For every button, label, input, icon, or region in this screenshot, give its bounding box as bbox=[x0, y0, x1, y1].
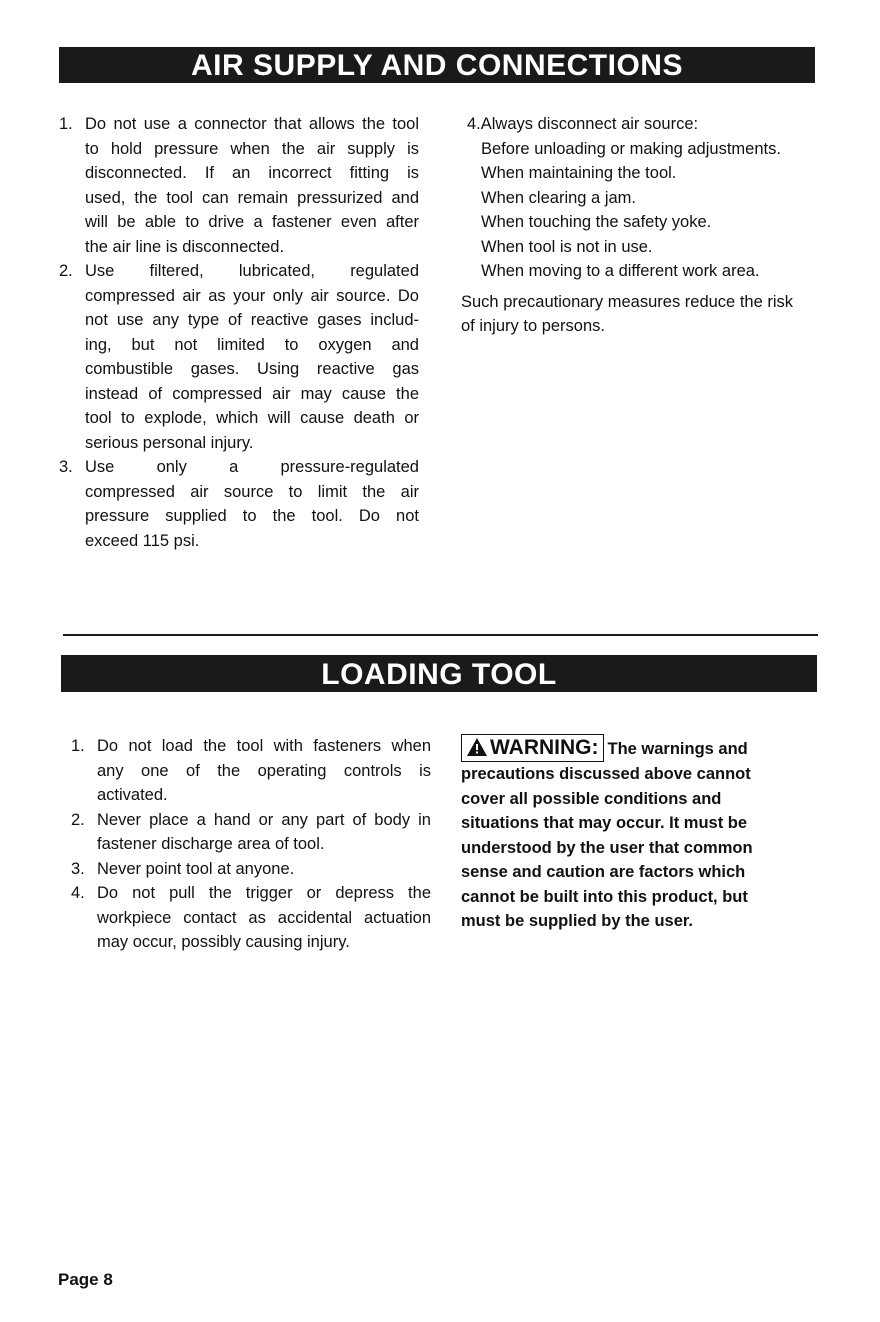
loading-tool-item-line: activated. bbox=[97, 786, 168, 804]
section-title-air-supply: AIR SUPPLY AND CONNECTIONS bbox=[59, 47, 815, 83]
warning-text-line: cover all possible conditions and bbox=[461, 789, 722, 808]
air-supply-item-line: ing, but not limited to oxygen and bbox=[85, 335, 419, 354]
loading-tool-item-number: 1. bbox=[71, 737, 85, 755]
loading-tool-item-line: workpiece contact as accidental actuation bbox=[97, 908, 431, 927]
air-supply-item-line: compressed air source to limit the air bbox=[85, 482, 419, 501]
air-supply-item-line: disconnected. If an incorrect fitting is bbox=[85, 164, 419, 182]
air-supply-item-line: compressed air as your only air source. Do bbox=[85, 286, 419, 305]
air-supply-item bbox=[59, 112, 419, 259]
warning-first-line: The warnings and bbox=[607, 740, 748, 758]
loading-tool-item-line: any one of the operating controls is bbox=[97, 761, 431, 780]
air-supply-subitem: When clearing a jam. bbox=[481, 188, 636, 207]
section-divider bbox=[63, 634, 818, 636]
air-supply-item-line: used, the tool can remain pressurized and bbox=[85, 188, 419, 207]
warning-text-line: must be supplied by the user. bbox=[461, 912, 693, 930]
air-supply-item-4-heading: 4.Always disconnect air source: bbox=[467, 115, 699, 133]
warning-label bbox=[461, 734, 604, 762]
air-supply-note-line: of injury to persons. bbox=[461, 317, 605, 335]
warning-label-text: WARNING: bbox=[490, 736, 599, 759]
air-supply-item-line: exceed 115 psi. bbox=[85, 531, 200, 550]
air-supply-subitem: When tool is not in use. bbox=[481, 237, 653, 256]
air-supply-item-line: instead of compressed air may cause the bbox=[85, 384, 419, 403]
air-supply-item-line: combustible gases. Using reactive gas bbox=[85, 360, 419, 378]
warning-text-line: situations that may occur. It must be bbox=[461, 814, 748, 832]
loading-tool-item-number: 2. bbox=[71, 810, 85, 829]
air-supply-item-line: pressure supplied to the tool. Do not bbox=[85, 507, 419, 525]
loading-tool-item bbox=[71, 808, 431, 857]
warning-triangle-icon bbox=[466, 737, 488, 757]
air-supply-item-line: not use any type of reactive gases includ- bbox=[85, 311, 419, 329]
warning-text-line: cannot be built into this product, but bbox=[461, 887, 748, 906]
warning-text-line: sense and caution are factors which bbox=[461, 863, 746, 881]
air-supply-item bbox=[59, 455, 419, 553]
air-supply-item-line: tool to explode, which will cause death or bbox=[85, 409, 419, 427]
air-supply-item-line: the air line is disconnected. bbox=[85, 237, 285, 256]
loading-tool-item-number: 3. bbox=[71, 859, 85, 878]
loading-tool-item bbox=[71, 857, 431, 882]
page-number: Page 8 bbox=[58, 1270, 113, 1289]
loading-tool-list bbox=[71, 734, 431, 955]
air-supply-subitem: When maintaining the tool. bbox=[481, 164, 677, 182]
air-supply-item bbox=[59, 259, 419, 455]
loading-tool-item-line: Do not pull the trigger or depress the bbox=[97, 884, 431, 902]
warning-block bbox=[461, 734, 781, 934]
air-supply-item-line: Use filtered, lubricated, regulated bbox=[85, 262, 419, 280]
air-supply-item-number: 2. bbox=[59, 262, 73, 280]
loading-tool-item bbox=[71, 881, 431, 955]
air-supply-list bbox=[59, 112, 419, 553]
air-supply-subitem: Before unloading or making adjustments. bbox=[481, 139, 781, 158]
warning-text-line: understood by the user that common bbox=[461, 838, 753, 857]
air-supply-item-line: Use only a pressure-regulated bbox=[85, 458, 419, 476]
loading-tool-item-number: 4. bbox=[71, 884, 85, 902]
section-title-loading-tool: LOADING TOOL bbox=[61, 655, 817, 692]
air-supply-item-line: to hold pressure when the air supply is bbox=[85, 139, 419, 158]
warning-text bbox=[461, 762, 781, 934]
air-supply-subitem: When touching the safety yoke. bbox=[481, 213, 712, 231]
loading-tool-item-line: Do not load the tool with fasteners when bbox=[97, 737, 431, 755]
loading-tool-item bbox=[71, 734, 431, 808]
air-supply-item-4 bbox=[461, 112, 823, 339]
warning-text-line: precautions discussed above cannot bbox=[461, 765, 751, 783]
air-supply-item-number: 1. bbox=[59, 115, 73, 133]
air-supply-item-number: 3. bbox=[59, 458, 73, 476]
air-supply-item-line: serious personal injury. bbox=[85, 433, 254, 452]
air-supply-note-line: Such precautionary measures reduce the risk bbox=[461, 292, 793, 311]
air-supply-item-line: will be able to drive a fastener even after bbox=[85, 213, 419, 231]
air-supply-subitem: When moving to a different work area. bbox=[481, 262, 760, 280]
loading-tool-item-line: Never place a hand or any part of body in bbox=[97, 810, 431, 829]
loading-tool-item-line: fastener discharge area of tool. bbox=[97, 835, 325, 853]
air-supply-item-line: Do not use a connector that allows the tool bbox=[85, 115, 419, 133]
loading-tool-item-line: Never point tool at anyone. bbox=[97, 859, 295, 878]
air-supply-note bbox=[461, 290, 823, 339]
air-supply-subitems bbox=[461, 137, 823, 284]
loading-tool-item-line: may occur, possibly causing injury. bbox=[97, 933, 350, 951]
